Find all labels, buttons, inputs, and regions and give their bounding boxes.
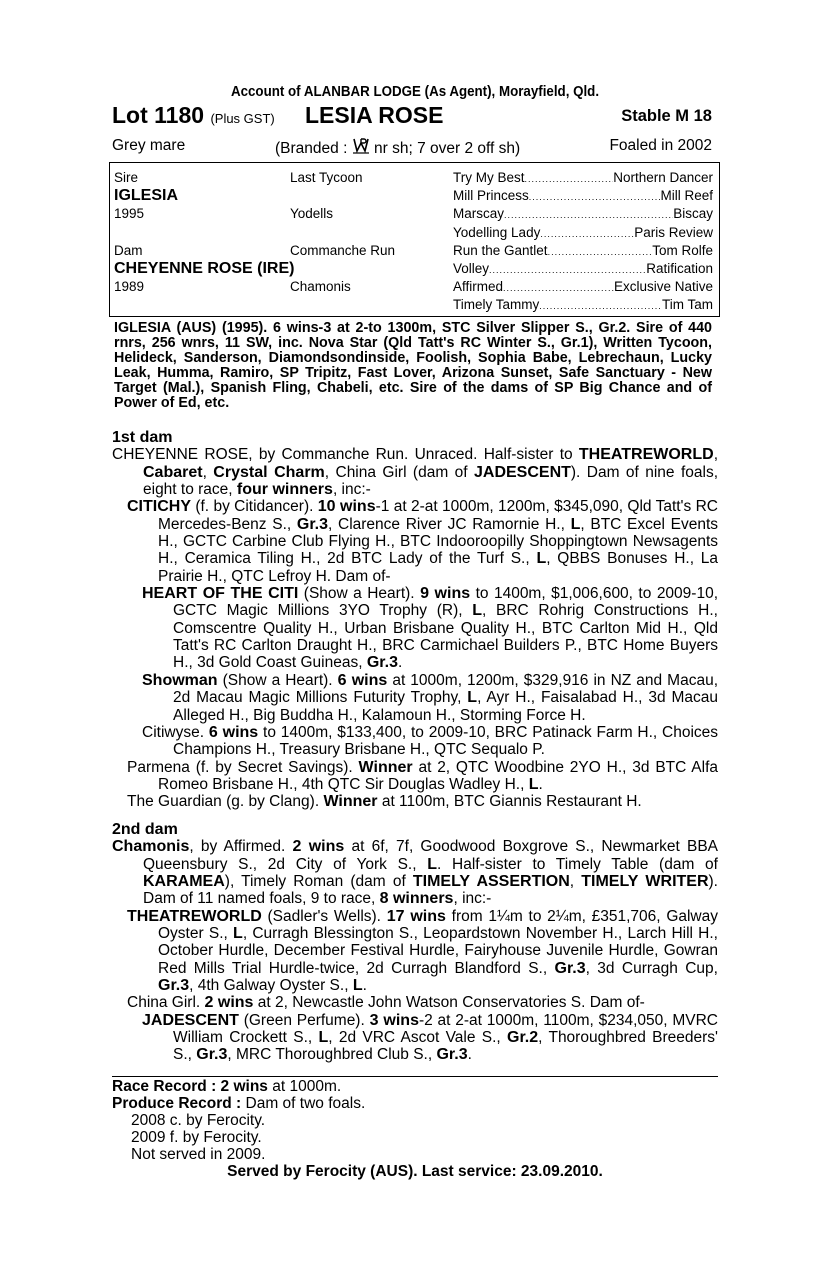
text: Parmena (f. by Secret Savings). bbox=[127, 758, 359, 776]
race-record bbox=[112, 1078, 718, 1095]
text: at 1100m, BTC Giannis Restaurant H. bbox=[377, 793, 642, 811]
bold-text: Gr.3 bbox=[296, 515, 329, 533]
text: at 2, Newcastle John Watson Conservatories S. Dam of- bbox=[253, 994, 645, 1012]
bold-text: Gr.3 bbox=[158, 977, 190, 995]
pedigree-col3 bbox=[453, 242, 713, 261]
pedigree-paragraph bbox=[127, 759, 718, 794]
text: from 1¼m to 2¼m, £351,706, Galway Oyster S., bbox=[158, 907, 718, 943]
pedigree-row bbox=[110, 260, 719, 278]
bold-text: CITICHY bbox=[127, 498, 191, 516]
pedigree-col3 bbox=[453, 224, 713, 243]
bold-text: L bbox=[467, 689, 478, 707]
pedigree-col1: 1995 bbox=[114, 206, 145, 222]
second-dam-heading: 2nd dam bbox=[112, 821, 178, 838]
ancestor-sire: Exclusive Native bbox=[613, 279, 713, 295]
bold-text: 17 wins bbox=[386, 907, 446, 925]
pedigree-row bbox=[110, 169, 719, 187]
bold-text: 2 wins bbox=[204, 994, 254, 1012]
bold-text: Gr.3 bbox=[366, 654, 398, 672]
ancestor-sire: Mill Reef bbox=[660, 188, 713, 204]
second-dam-section bbox=[112, 821, 718, 1064]
brand-description bbox=[275, 137, 520, 158]
bold-text: HEART OF THE CITI bbox=[142, 585, 299, 603]
pedigree-paragraph bbox=[142, 672, 718, 724]
text: , Curragh Blessington S., Leopardstown November H., Larch Hill H., October Hurdle, December Festival Hurdle, Fairyhouse Juvenile Hurdle, Gowran Red Mills Trial Hurdle-twice, 2d Curragh Blandford S., bbox=[158, 925, 718, 977]
text: , bbox=[713, 446, 718, 464]
race-record-detail: at 1000m. bbox=[267, 1078, 342, 1095]
bold-text: Cabaret bbox=[143, 463, 203, 481]
bold-text: JADESCENT bbox=[473, 463, 571, 481]
colour-sex: Grey mare bbox=[112, 137, 186, 154]
produce-record-label: Produce Record : bbox=[112, 1095, 242, 1112]
text: . bbox=[362, 977, 367, 995]
first-dam-heading: 1st dam bbox=[112, 429, 173, 446]
lot-number bbox=[112, 102, 275, 129]
ancestor: Try My Best bbox=[453, 170, 525, 185]
pedigree-row bbox=[110, 242, 719, 260]
foaled-year: Foaled in 2002 bbox=[609, 137, 712, 154]
bold-text: THEATREWORLD bbox=[127, 907, 262, 925]
text: at 6f, 7f, Goodwood Boxgrove S., Newmarket BBA Queensbury S., 2d City of York S., bbox=[143, 838, 718, 873]
pedigree-col1: 1989 bbox=[114, 279, 145, 295]
pedigree-col1: IGLESIA bbox=[114, 187, 179, 205]
bold-text: L bbox=[318, 1029, 329, 1047]
pedigree-col3 bbox=[453, 260, 713, 279]
text: CHEYENNE ROSE, by Commanche Run. Unraced. Half-sister to bbox=[112, 446, 579, 464]
text: , 3d Curragh Cup, bbox=[585, 959, 718, 977]
pedigree-paragraph bbox=[112, 838, 718, 907]
text: , Ayr H., Faisalabad H., 3d Macau Alleged H., Big Buddha H., Kalamoun H., Storming Force H. bbox=[173, 689, 718, 724]
text: The Guardian (g. by Clang). bbox=[127, 793, 324, 811]
text: (Sadler's Wells). bbox=[261, 907, 387, 925]
dot-leader bbox=[539, 296, 662, 315]
ancestor-sire: Paris Review bbox=[634, 224, 713, 240]
dot-leader bbox=[540, 224, 634, 243]
served-by-note: Served by Ferocity (AUS). Last service: 23.09.2010. bbox=[227, 1163, 603, 1180]
ancestor: Mill Princess bbox=[453, 188, 529, 204]
bold-text: 8 winners bbox=[379, 890, 454, 908]
vendor-account: Account of ALANBAR LODGE (As Agent), Morayfield, Qld. bbox=[230, 84, 600, 100]
brand-mark-icon bbox=[352, 137, 370, 155]
text: , Clarence River JC Ramornie H., bbox=[328, 515, 571, 533]
bold-text: JADESCENT bbox=[142, 1011, 239, 1029]
dot-leader bbox=[504, 205, 673, 224]
ancestor-sire: Northern Dancer bbox=[613, 170, 713, 185]
bold-text: TIMELY WRITER bbox=[581, 873, 709, 891]
pedigree-paragraph bbox=[127, 498, 718, 585]
produce-item: 2009 f. by Ferocity. bbox=[131, 1129, 262, 1146]
ancestor-sire: Biscay bbox=[673, 206, 713, 222]
text: -1 at 2-at 1000m, 1200m, $345,090, Qld Tatt's RC Mercedes-Benz S., bbox=[158, 498, 718, 533]
pedigree-paragraph bbox=[142, 585, 718, 672]
text: , inc:- bbox=[453, 890, 492, 908]
bold-text: 10 wins bbox=[317, 498, 376, 516]
dot-leader bbox=[489, 260, 646, 279]
text: China Girl. bbox=[127, 994, 205, 1012]
bold-text: 2 wins bbox=[292, 838, 345, 856]
pedigree-col2: Yodells bbox=[290, 206, 334, 222]
pedigree-paragraph bbox=[127, 994, 718, 1011]
text: . Half-sister to Timely Table (dam of bbox=[437, 855, 718, 873]
text: to 1400m, $1,006,600, to 2009-10, GCTC Magic Millions 3YO Trophy (R), bbox=[173, 585, 719, 620]
bold-text: L bbox=[536, 550, 547, 568]
records-section bbox=[112, 1078, 718, 1180]
text: , China Girl (dam of bbox=[324, 463, 474, 481]
text: , inc:- bbox=[332, 481, 371, 499]
divider bbox=[112, 1076, 718, 1077]
stable-location: Stable M 18 bbox=[621, 107, 712, 125]
pedigree-col3 bbox=[453, 296, 713, 315]
pedigree-row bbox=[110, 205, 719, 223]
text: Citiwyse. bbox=[142, 723, 209, 741]
text: (f. by Citidancer). bbox=[191, 498, 318, 516]
ancestor-sire: Tim Tam bbox=[661, 297, 713, 313]
text: , by Affirmed. bbox=[189, 838, 293, 856]
text: . bbox=[467, 1046, 472, 1064]
text: , MRC Thoroughbred Club S., bbox=[227, 1046, 437, 1064]
text: -2 at 2-at 1000m, 1100m, $234,050, MVRC William Crockett S., bbox=[173, 1011, 718, 1047]
text: ), Timely Roman (dam of bbox=[224, 873, 413, 891]
text: , 4th Galway Oyster S., bbox=[189, 977, 353, 995]
bold-text: 6 wins bbox=[208, 723, 259, 741]
pedigree-col3 bbox=[453, 169, 713, 188]
ancestor: Timely Tammy bbox=[453, 297, 540, 313]
text: , 2d VRC Ascot Vale S., bbox=[328, 1029, 508, 1047]
bold-text: L bbox=[570, 515, 581, 533]
text: ). Dam of 11 named foals, 9 to race, bbox=[143, 873, 718, 908]
text: at 2, QTC Woodbine 2YO H., 3d BTC Alfa Romeo Brisbane H., 4th QTC Sir Douglas Wadley H., bbox=[158, 758, 718, 793]
ancestor-sire: Ratification bbox=[646, 261, 713, 276]
bold-text: 3 wins bbox=[369, 1011, 419, 1029]
dot-leader bbox=[503, 278, 614, 297]
pedigree-paragraph bbox=[127, 793, 718, 810]
text: , BRC Rohrig Constructions H., Comscentre Quality H., Urban Brisbane Quality H., BTC Carlton Mid H., Qld Tatt's RC Carlton Draught H., BRC Carmichael Builders P., BTC Home Buyers H., 3d Gold Coast Guineas, bbox=[173, 602, 718, 672]
horse-name: LESIA ROSE bbox=[305, 102, 444, 128]
bold-text: Winner bbox=[323, 793, 378, 811]
ancestor: Affirmed bbox=[453, 279, 504, 295]
bold-text: Winner bbox=[358, 758, 413, 776]
ancestor: Marscay bbox=[453, 206, 505, 222]
brand-suffix: nr sh; 7 over 2 off sh) bbox=[369, 140, 521, 157]
pedigree-row bbox=[110, 296, 719, 314]
bold-text: Chamonis bbox=[112, 838, 190, 856]
produce-record-detail: Dam of two foals. bbox=[241, 1095, 366, 1112]
pedigree-row bbox=[110, 278, 719, 296]
ancestor-sire: Tom Rolfe bbox=[652, 242, 713, 258]
ancestor: Volley bbox=[453, 261, 490, 276]
bold-text: L bbox=[472, 602, 483, 620]
bold-text: 9 wins bbox=[420, 585, 471, 603]
first-dam-section bbox=[112, 429, 718, 811]
pedigree-paragraph bbox=[142, 1012, 718, 1064]
text: , Thoroughbred Breeders' S., bbox=[173, 1029, 718, 1064]
text: ). Dam of nine foals, eight to race, bbox=[143, 463, 718, 499]
pedigree-paragraph bbox=[127, 908, 718, 995]
dot-leader bbox=[525, 169, 614, 188]
bold-text: Showman bbox=[142, 671, 218, 689]
brand-prefix: (Branded : bbox=[275, 140, 352, 157]
bold-text: THEATREWORLD bbox=[578, 446, 714, 464]
bold-text: L bbox=[352, 977, 363, 995]
plus-gst-note: (Plus GST) bbox=[210, 111, 275, 126]
text: , bbox=[202, 463, 214, 481]
text: . bbox=[398, 654, 403, 672]
pedigree-col3 bbox=[453, 187, 713, 206]
pedigree-col2: Commanche Run bbox=[290, 242, 396, 258]
dot-leader bbox=[529, 187, 661, 206]
bold-text: four winners bbox=[236, 481, 333, 499]
pedigree-paragraph bbox=[142, 724, 718, 759]
text: , bbox=[569, 873, 582, 891]
text: (Green Perfume). bbox=[238, 1011, 370, 1029]
ancestor: Run the Gantlet bbox=[453, 242, 548, 258]
pedigree-col1: Dam bbox=[114, 242, 143, 258]
pedigree-row bbox=[110, 187, 719, 205]
text: to 1400m, $133,400, to 2009-10, BRC Patinack Farm H., Choices Champions H., Treasury Brisbane H., QTC Sequalo P. bbox=[173, 723, 719, 759]
pedigree-paragraph bbox=[112, 446, 718, 498]
ancestor: Yodelling Lady bbox=[453, 224, 541, 240]
pedigree-col2: Chamonis bbox=[290, 279, 351, 295]
bold-text: Gr.2 bbox=[507, 1029, 539, 1047]
bold-text: Gr.3 bbox=[436, 1046, 468, 1064]
pedigree-col1: CHEYENNE ROSE (IRE) bbox=[114, 260, 295, 277]
sire-summary: IGLESIA (AUS) (1995). 6 wins-3 at 2-to 1300m, STC Silver Slipper S., Gr.2. Sire of 440 rnrs, 256 wnrs, 11 SW, inc. Nova Star (Qld Tatt's RC Winter S., Gr.1), Written Tycoon, Helideck, Sanderson, Diamondsondinside, Foolish, Sophia Babe, Lebrechaun, Lucky Leak, Humma, Ramiro, SP Tripitz, Fast Lover, Arizona Sunset, Safe Sanctuary - New Target (Mal.), Spanish Fling, Chabeli, etc. Sire of the dams of SP Big Chance and of Power of Ed, etc. bbox=[114, 320, 712, 412]
bold-text: L bbox=[528, 775, 539, 793]
lot-label: Lot 1180 bbox=[112, 102, 205, 128]
race-record-label: Race Record : bbox=[112, 1078, 217, 1095]
pedigree-col1: Sire bbox=[114, 170, 139, 185]
produce-record bbox=[112, 1095, 718, 1112]
bold-text: Crystal Charm bbox=[213, 463, 325, 481]
bold-text: TIMELY ASSERTION bbox=[412, 873, 570, 891]
text: , BTC Excel Events H., GCTC Carbine Club Flying H., BTC Indooroopilly Shoppingtown Newsagents H., Ceramica Tiling H., 2d BTC Lady of the Turf S., bbox=[158, 515, 719, 568]
text: (Show a Heart). bbox=[298, 585, 421, 603]
race-record-wins: 2 wins bbox=[220, 1078, 268, 1095]
bold-text: KARAMEA bbox=[143, 873, 225, 891]
produce-item: 2008 c. by Ferocity. bbox=[131, 1112, 266, 1129]
pedigree-col3 bbox=[453, 205, 713, 224]
pedigree-col2: Last Tycoon bbox=[290, 170, 363, 185]
produce-item: Not served in 2009. bbox=[131, 1146, 266, 1163]
pedigree-table bbox=[109, 162, 720, 317]
dot-leader bbox=[548, 242, 653, 261]
text: , QBBS Bonuses H., La Prairie H., QTC Lefroy H. Dam of- bbox=[158, 550, 718, 585]
text: at 1000m, 1200m, $329,916 in NZ and Macau, 2d Macau Magic Millions Futurity Trophy, bbox=[173, 671, 719, 707]
bold-text: Gr.3 bbox=[196, 1046, 228, 1064]
text: . bbox=[538, 775, 543, 793]
text: (Show a Heart). bbox=[217, 671, 338, 689]
pedigree-row bbox=[110, 224, 719, 242]
pedigree-col3 bbox=[453, 278, 713, 297]
bold-text: L bbox=[233, 925, 243, 943]
bold-text: Gr.3 bbox=[554, 959, 586, 977]
bold-text: L bbox=[427, 855, 438, 873]
bold-text: 6 wins bbox=[337, 671, 388, 689]
